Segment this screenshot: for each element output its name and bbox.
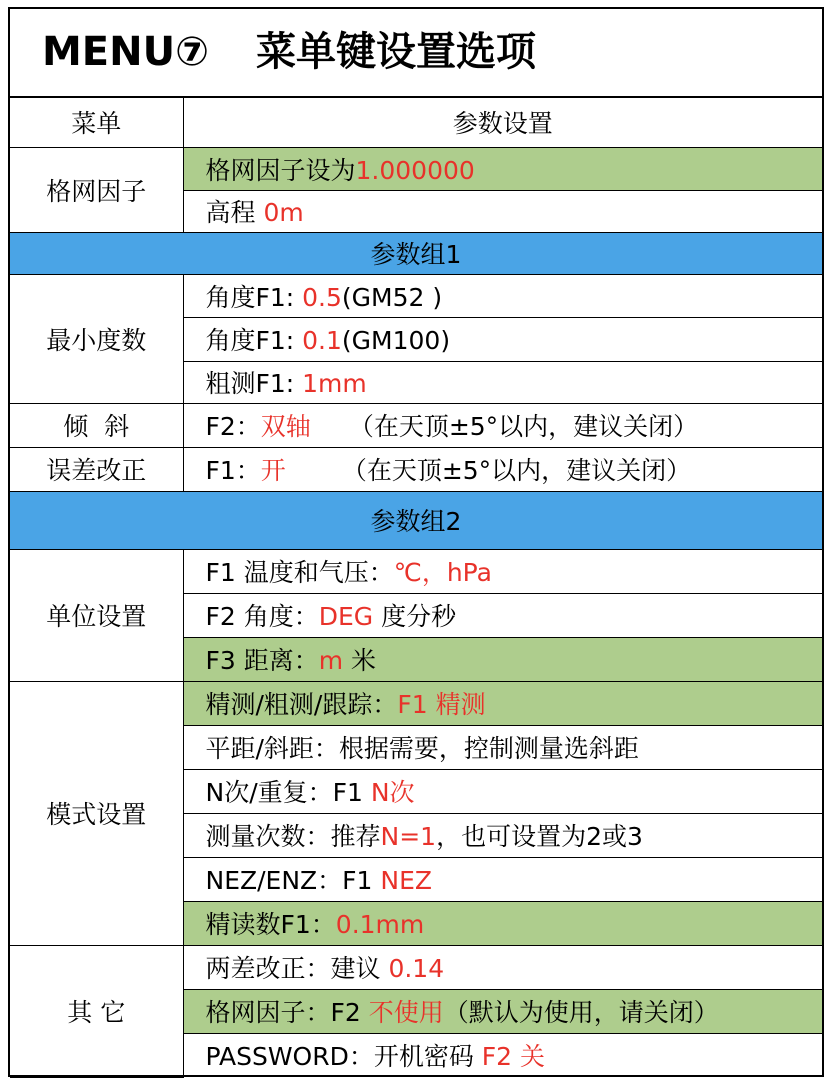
section-row xyxy=(10,232,822,274)
menu-code: MENU⑦ xyxy=(42,29,209,75)
coordinate-order-value: NEZ/ENZ：F1 NEZ xyxy=(183,857,822,901)
table-row xyxy=(10,447,822,491)
grid-factor-usage-value: 格网因子：F2 不使用（默认为使用，请关闭） xyxy=(183,989,822,1033)
table-row xyxy=(10,549,822,593)
table-row xyxy=(10,403,822,447)
elevation-value: 高程 0m xyxy=(183,190,822,232)
title-bar xyxy=(10,9,822,96)
distance-unit-value: F3 距离：m 米 xyxy=(183,637,822,681)
table-header-row xyxy=(10,98,822,147)
table-row xyxy=(10,147,822,190)
units-label: 单位设置 xyxy=(10,549,183,681)
coarse-measure-value: 粗测F1: 1mm xyxy=(183,361,822,403)
header-menu: 菜单 xyxy=(10,98,183,147)
section-param-group-1: 参数组1 xyxy=(10,232,822,274)
error-correction-value: F1：开 （在天顶±5°以内，建议关闭） xyxy=(183,447,822,491)
grid-factor-value: 格网因子设为1.000000 xyxy=(183,147,822,190)
table-row xyxy=(10,945,822,989)
angle-gm52-value: 角度F1: 0.5(GM52 ) xyxy=(183,274,822,317)
page-title: 菜单键设置选项 xyxy=(256,29,536,75)
tilt-label: 倾 斜 xyxy=(10,403,183,447)
error-correction-label: 误差改正 xyxy=(10,447,183,491)
tilt-value: F2：双轴 （在天顶±5°以内，建议关闭） xyxy=(183,403,822,447)
min-reading-label: 最小度数 xyxy=(10,274,183,403)
other-label: 其 它 xyxy=(10,945,183,1077)
measure-count-value: 测量次数：推荐N=1，也可设置为2或3 xyxy=(183,813,822,857)
table-row xyxy=(10,681,822,725)
repeat-mode-value: N次/重复：F1 N次 xyxy=(183,769,822,813)
table-row xyxy=(10,274,822,317)
grid-factor-label: 格网因子 xyxy=(10,147,183,232)
fine-reading-value: 精读数F1：0.1mm xyxy=(183,901,822,945)
angle-gm100-value: 角度F1: 0.1(GM100) xyxy=(183,317,822,361)
distance-type-value: 平距/斜距：根据需要，控制测量选斜距 xyxy=(183,725,822,769)
measure-mode-value: 精测/粗测/跟踪：F1 精测 xyxy=(183,681,822,725)
password-value: PASSWORD：开机密码 F2 关 xyxy=(183,1033,822,1077)
section-row xyxy=(10,491,822,549)
refraction-correction-value: 两差改正：建议 0.14 xyxy=(183,945,822,989)
mode-label: 模式设置 xyxy=(10,681,183,945)
settings-sheet xyxy=(8,7,824,1077)
section-param-group-2: 参数组2 xyxy=(10,491,822,549)
angle-unit-value: F2 角度：DEG 度分秒 xyxy=(183,593,822,637)
settings-table xyxy=(10,96,822,1078)
temp-pressure-value: F1 温度和气压：℃，hPa xyxy=(183,549,822,593)
header-params: 参数设置 xyxy=(183,98,822,147)
